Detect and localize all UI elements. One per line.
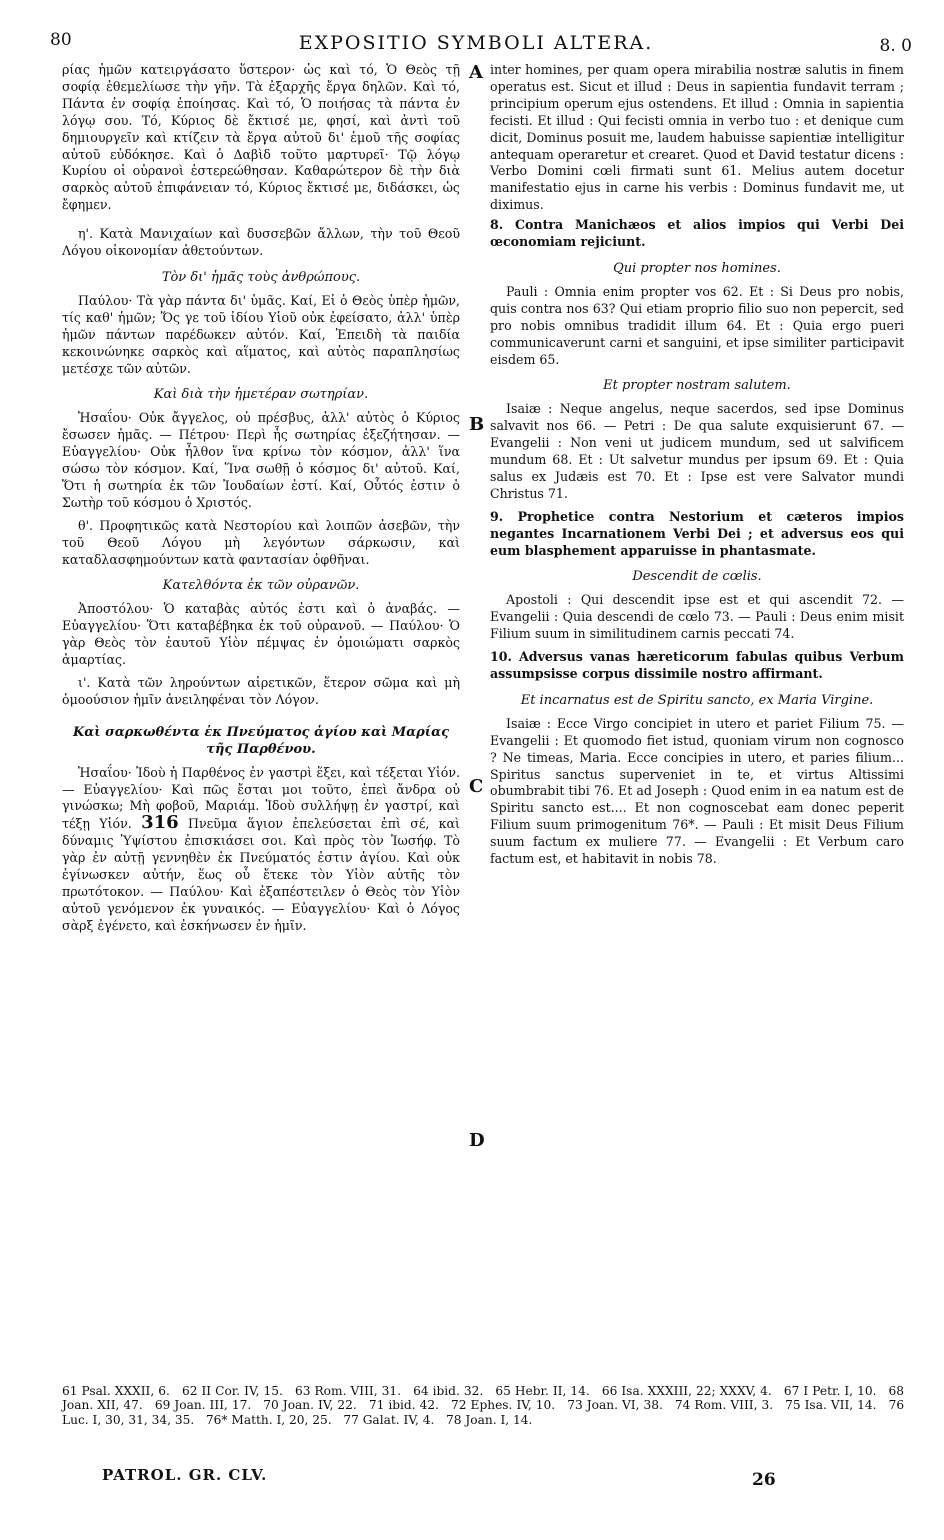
latin-paragraph: Isaiæ : Neque angelus, neque sacerdos, sed ipse Dominus salvavit nos 66. — Petri : De qua salute exquisierunt 67. — Evangelii : Non veni ut judicem mundum, sed ut salvificem mundum 68. Et : Ut salvetur mundus per ipsum 69. Et : Quia salus ex Judæis est 70. Et : Ipse est vere Salvator mundi Christus 71. bbox=[490, 401, 904, 501]
page-footer bbox=[62, 1466, 904, 1490]
greek-section-heading: θ'. Προφητικῶς κατὰ Νεστορίου καὶ λοιπῶν ἀσεβῶν, τὴν τοῦ Θεοῦ Λόγου μὴ λεγόντων σάρκωσιν, καὶ καταδλασφημούντων κατὰ φαντασίαν ὀφθῆναι. bbox=[62, 517, 460, 567]
footnote: 77 Galat. IV, 4. bbox=[343, 1412, 435, 1427]
running-header bbox=[40, 30, 912, 58]
series-mark: PATROL. GR. CLV. bbox=[102, 1466, 268, 1484]
latin-creed-phrase: Et propter nostram salutem. bbox=[603, 378, 791, 394]
greek-paragraph: Ἀποστόλου· Ὁ καταβὰς αὐτός ἐστι καὶ ὁ ἀναβάς. — Εὐαγγελίου· Ὅτι καταβέβηκα ἐκ τοῦ οὐρανοῦ. — Παύλου· Ὁ γὰρ Θεὸς τὸν ἑαυτοῦ Υἱὸν πέμψας ἐν ὁμοιώματι σαρκὸς ἁμαρτίας. bbox=[62, 601, 460, 668]
greek-paragraph: ρίας ἡμῶν κατειργάσατο ὕστερον· ὡς καὶ τό, Ὁ Θεὸς τῇ σοφίᾳ ἐθεμελίωσε τὴν γῆν. Τὰ ἐξαρχῆς ἔργα δηλῶν. Καὶ τό, Πάντα ἐν σοφίᾳ ἐποίησας. Καὶ τό, Ὁ ποιήσας τὰ πάντα ἐν λόγῳ σου. Τό, Κύριος δὲ ἔκτισέ με, φησί, καὶ ἀντὶ τοῦ δημιουργεῖν καὶ κτίζειν τὰ ἔργα αὐτοῦ δι' ἐμοῦ τῆς σοφίας αὐτοῦ εὐδόκησε. Καὶ ὁ Δαβὶδ τοῦτο μαρτυρεῖ· Τῷ λόγῳ Κυρίου οἱ οὐρανοὶ ἐστερεώθησαν. Καθαρώτερον δὲ τὴν διὰ σαρκὸς αὐτοῦ ἐπιφάνειαν τό, Κύριος ἔκτισέ με, διδάσκει, ὡς ἔφημεν. bbox=[62, 62, 460, 213]
footnote: 65 Hebr. II, 14. bbox=[495, 1384, 590, 1398]
latin-paragraph: inter homines, per quam opera mirabilia nostræ salutis in finem operatus est. Sicut et illud : Deus in sapientia fundavit terram ; principium operum ejus ostendens. Et illud : Omnia in sapientia fecisti. Et illud : Qui fecisti omnia in verbo tuo : et denique cum dicit, Dominus posuit me, laudem habuisse sapientiæ intelligitur antequam operaretur et crearet. Quod et David testatur dicens : Verbo Domini cœli firmati sunt 61. Melius autem docetur manifestatio ejus in carne his verbis : Dominus fundavit me, ut diximus. bbox=[490, 62, 904, 213]
footnote: 78 Joan. I, 14. bbox=[446, 1412, 533, 1427]
margin-letter-d: D bbox=[469, 1130, 485, 1151]
latin-paragraph: Apostoli : Qui descendit ipse est et qui ascendit 72. — Evangelii : Quia descendi de cœlo 73. — Pauli : Deus enim misit Filium suum in similitudinem carnis peccati 74. bbox=[490, 592, 904, 642]
footnote: 61 Psal. XXXII, 6. bbox=[62, 1384, 170, 1398]
margin-letter-a: A bbox=[469, 62, 483, 83]
greek-paragraph: Παύλου· Τὰ γὰρ πάντα δι' ὑμᾶς. Καί, Εἰ ὁ Θεὸς ὑπὲρ ἡμῶν, τίς καθ' ἡμῶν; Ὅς γε τοῦ ἰδίου Υἱοῦ οὐκ ἐφείσατο, ἀλλ' ὑπὲρ ἡμῶν πάντων παρέδωκεν αὐτόν. Καί, Ἐπειδὴ τὰ παιδία κεκοινώνηκε σαρκὸς καὶ αἵματος, καὶ αὐτὸς παραπλησίως μετέσχε τῶν αὐτῶν. bbox=[62, 292, 460, 376]
latin-section-heading: 8. Contra Manichæos et alios impios qui Verbi Dei œconomiam rejiciunt. bbox=[490, 217, 904, 250]
footnote: 73 Joan. VI, 38. bbox=[567, 1398, 663, 1413]
footnote: 67 I Petr. I, 10. bbox=[783, 1384, 877, 1398]
margin-letter-c: C bbox=[469, 776, 484, 797]
footnote: 62 II Cor. IV, 15. bbox=[181, 1384, 283, 1398]
footnote: 66 Isa. XXXIII, 22; XXXV, 4. bbox=[601, 1384, 772, 1398]
signature-number: 26 bbox=[752, 1470, 776, 1490]
footnotes bbox=[62, 1384, 904, 1427]
latin-column bbox=[490, 62, 904, 871]
footnote: 75 Isa. VII, 14. bbox=[785, 1398, 877, 1413]
greek-creed-phrase: Τὸν δι' ἡμᾶς τοὺς ἀνθρώπους. bbox=[161, 269, 361, 285]
footnote: 71 ibid. 42. bbox=[368, 1398, 439, 1413]
latin-creed-phrase: Qui propter nos homines. bbox=[613, 260, 781, 276]
footnote: 76* Matth. I, 20, 25. bbox=[205, 1412, 332, 1427]
latin-section-heading: 9. Prophetice contra Nestorium et cæteros impios negantes Incarnationem Verbi Dei ; et adversus eos qui eum blasphement apparuisse in phantasmate. bbox=[490, 508, 904, 558]
greek-paragraph: Ἡσαΐου· Οὐκ ἄγγελος, οὐ πρέσβυς, ἀλλ' αὐτὸς ὁ Κύριος ἔσωσεν ἡμᾶς. — Πέτρου· Περὶ ἧς σωτηρίας ἐξεζήτησαν. — Εὐαγγελίου· Οὐκ ἦλθον ἵνα κρίνω τὸν κόσμον, ἀλλ' ἵνα σώσω τὸν κόσμον. Καί, Ἵνα σωθῇ ὁ κόσμος δι' αὐτοῦ. Καί, Ὅτι ἡ σωτηρία ἐκ τῶν Ἰουδαίων ἐστί. Καί, Οὗτός ἐστιν ὁ Σωτὴρ τοῦ κόσμου ὁ Χριστός. bbox=[62, 410, 460, 510]
footnote: 70 Joan. IV, 22. bbox=[263, 1398, 357, 1413]
footnote: 76 Luc. I, 30, 31, 34, 35. bbox=[62, 1398, 905, 1427]
greek-section-heading: ι'. Κατὰ τῶν ληρούντων αἱρετικῶν, ἕτερον σῶμα καὶ μὴ ὁμοούσιον ἡμῖν ἀνειληφέναι τὸν Λόγον. bbox=[62, 675, 460, 707]
page-number: 80 bbox=[50, 30, 72, 50]
section-number: 8. 0 bbox=[879, 36, 912, 56]
greek-section-heading: η'. Κατὰ Μανιχαίων καὶ δυσσεβῶν ἄλλων, τὴν τοῦ Θεοῦ Λόγου οἰκονομίαν ἀθετούντων. bbox=[62, 226, 460, 259]
footnote: 72 Ephes. IV, 10. bbox=[451, 1398, 556, 1413]
footnote: 63 Rom. VIII, 31. bbox=[294, 1384, 401, 1398]
margin-letter-b: B bbox=[469, 414, 485, 435]
footnote: 74 Rom. VIII, 3. bbox=[674, 1398, 774, 1413]
latin-creed-phrase: Descendit de cœlis. bbox=[632, 569, 762, 585]
greek-paragraph: Ἡσαΐου· Ἰδοὺ ἡ Παρθένος ἐν γαστρὶ ἕξει, καὶ τέξεται Υἱόν. — Εὐαγγελίου· Καὶ πῶς ἔσται μοι τοῦτο, ἐπεὶ ἄνδρα οὐ γινώσκω; Μὴ φοβοῦ, Μαριάμ. Ἰδοὺ συλλήψῃ ἐν γαστρί, καὶ τέξῃ Υἱόν. 316 Πνεῦμα ἅγιον ἐπελεύσεται ἐπὶ σέ, καὶ δύναμις Ὑψίστου ἐπισκιάσει σοι. Καὶ πρὸς τὸν Ἰωσήφ. Τὸ γὰρ ἐν αὐτῇ γεννηθὲν ἐκ Πνεύματός ἐστιν ἁγίου. Καὶ οὐκ ἐγίνωσκεν αὐτήν, ἕως οὗ ἔτεκε τὸν Υἱὸν αὐτῆς τὸν πρωτότοκον. — Παύλου· Καὶ ἐξαπέστειλεν ὁ Θεὸς τὸν Υἱὸν αὐτοῦ γενόμενον ἐκ γυναικός. — Εὐαγγελίου· Καὶ ὁ Λόγος σὰρξ ἐγένετο, καὶ ἐσκήνωσεν ἐν ἡμῖν. bbox=[62, 764, 460, 933]
greek-creed-phrase: Καὶ σαρκωθέντα ἐκ Πνεύματος ἁγίου καὶ Μαρίας τῆς Παρθένου. bbox=[72, 724, 450, 757]
greek-creed-phrase: Καὶ διὰ τὴν ἡμετέραν σωτηρίαν. bbox=[153, 387, 369, 403]
greek-column bbox=[62, 62, 460, 938]
column-number: 316 bbox=[141, 812, 179, 834]
latin-paragraph: Pauli : Omnia enim propter vos 62. Et : Si Deus pro nobis, quis contra nos 63? Qui etiam proprio filio suo non pepercit, sed pro nobis omnibus tradidit illum 64. Et : Quia ergo pueri communicaverunt carni et sanguini, et ipse similiter participavit eisdem 65. bbox=[490, 283, 904, 367]
latin-creed-phrase: Et incarnatus est de Spiritu sancto, ex Maria Virgine. bbox=[520, 692, 874, 708]
running-title: EXPOSITIO SYMBOLI ALTERA. bbox=[298, 32, 654, 54]
latin-paragraph: Isaiæ : Ecce Virgo concipiet in utero et pariet Filium 75. — Evangelii : Et quomodo fiet istud, quoniam virum non cognosco ? Ne timeas, Maria. Ecce concipies in utero, et paries filium... Spiritus sanctus superveniet in te, et virtus Altissimi obumbrabit tibi 76. Et ad Joseph : Quod enim in ea natum est de Spiritu sancto est.... Et non cognoscebat eam donec peperit Filium suum primogenitum 76*. — Pauli : Et misit Deus Filium suum factum ex muliere 77. — Evangelii : Et Verbum caro factum est, et habitavit in nobis 78. bbox=[490, 715, 904, 867]
footnote: 69 Joan. III, 17. bbox=[154, 1398, 252, 1413]
footnote: 64 ibid. 32. bbox=[413, 1384, 484, 1398]
latin-section-heading: 10. Adversus vanas hæreticorum fabulas quibus Verbum assumpsisse corpus dissimile nostro affirmant. bbox=[490, 649, 904, 681]
footnote: 68 Joan. XII, 47. bbox=[62, 1384, 905, 1413]
greek-creed-phrase: Κατελθόντα ἐκ τῶν οὐρανῶν. bbox=[162, 578, 360, 594]
